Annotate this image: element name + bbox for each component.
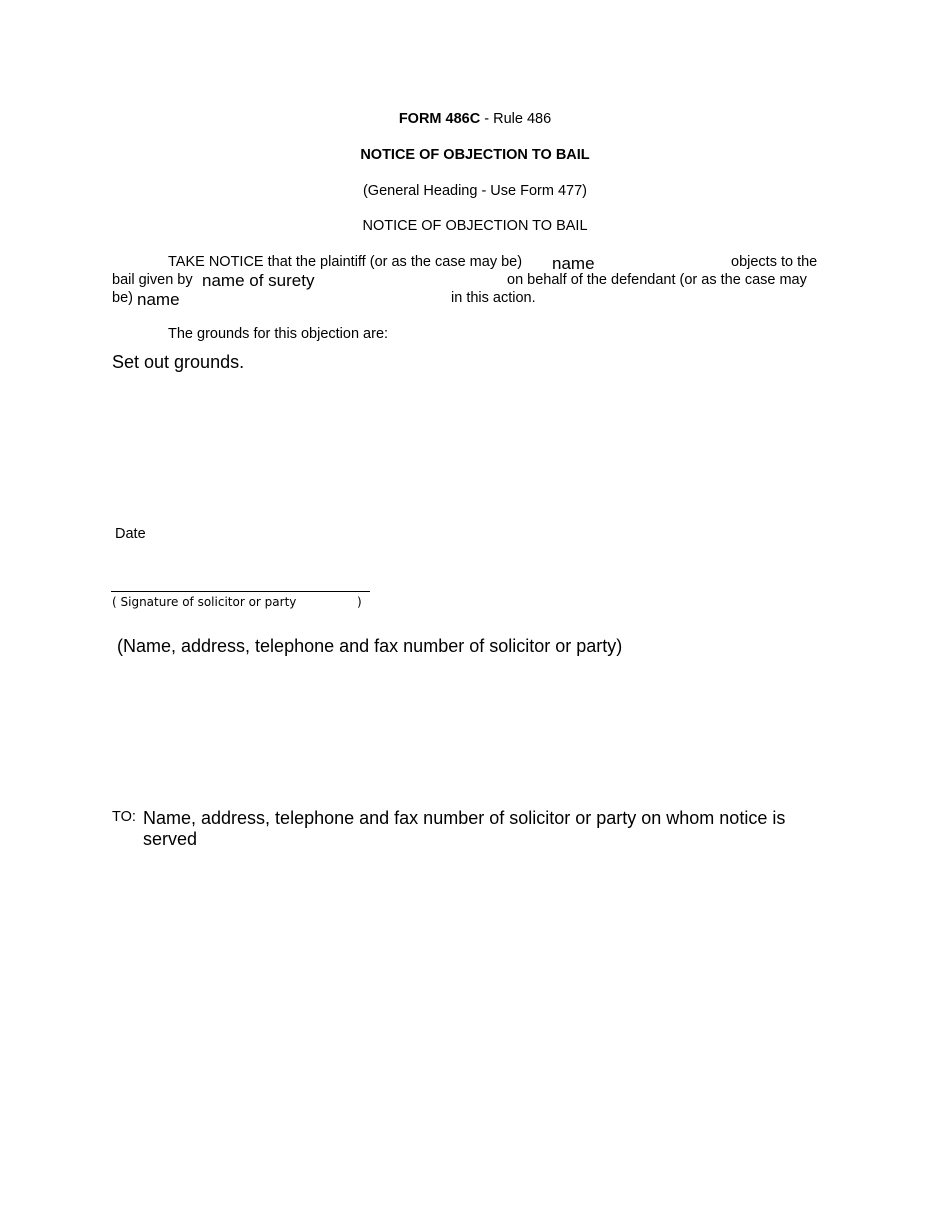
- signature-line[interactable]: [111, 591, 370, 592]
- recipient-field-line2[interactable]: served: [143, 829, 198, 849]
- to-label: TO:: [112, 809, 136, 825]
- form-heading: [0, 111, 950, 127]
- defendant-name-field[interactable]: name: [137, 290, 180, 309]
- signature-caption-close: ): [357, 595, 362, 609]
- notice-line1-suffix: objects to the: [731, 254, 818, 270]
- form-number: FORM 486C: [398, 111, 481, 127]
- form-subtitle: NOTICE OF OBJECTION TO BAIL: [362, 218, 588, 234]
- notice-line2-prefix: bail given by: [112, 272, 193, 288]
- notice-line3-prefix: be): [112, 290, 133, 306]
- date-label: Date: [115, 526, 146, 542]
- grounds-field[interactable]: Set out grounds.: [112, 352, 245, 372]
- general-heading: (General Heading - Use Form 477): [362, 183, 588, 199]
- form-title: NOTICE OF OBJECTION TO BAIL: [360, 147, 590, 163]
- recipient-field-line1[interactable]: Name, address, telephone and fax number of solicitor or party on whom notice is: [143, 808, 786, 828]
- form-rule: - Rule 486: [480, 111, 552, 127]
- notice-line2-suffix: on behalf of the defendant (or as the case may: [507, 272, 807, 288]
- plaintiff-name-field[interactable]: name: [552, 254, 595, 273]
- notice-line1-prefix: TAKE NOTICE that the plaintiff (or as the case may be): [168, 254, 523, 270]
- surety-name-field[interactable]: name of surety: [202, 271, 315, 290]
- notice-line3-suffix: in this action.: [451, 290, 536, 306]
- grounds-label: The grounds for this objection are:: [168, 326, 389, 342]
- solicitor-contact-field[interactable]: (Name, address, telephone and fax number of solicitor or party): [117, 636, 623, 656]
- signature-caption: ( Signature of solicitor or party: [112, 595, 297, 609]
